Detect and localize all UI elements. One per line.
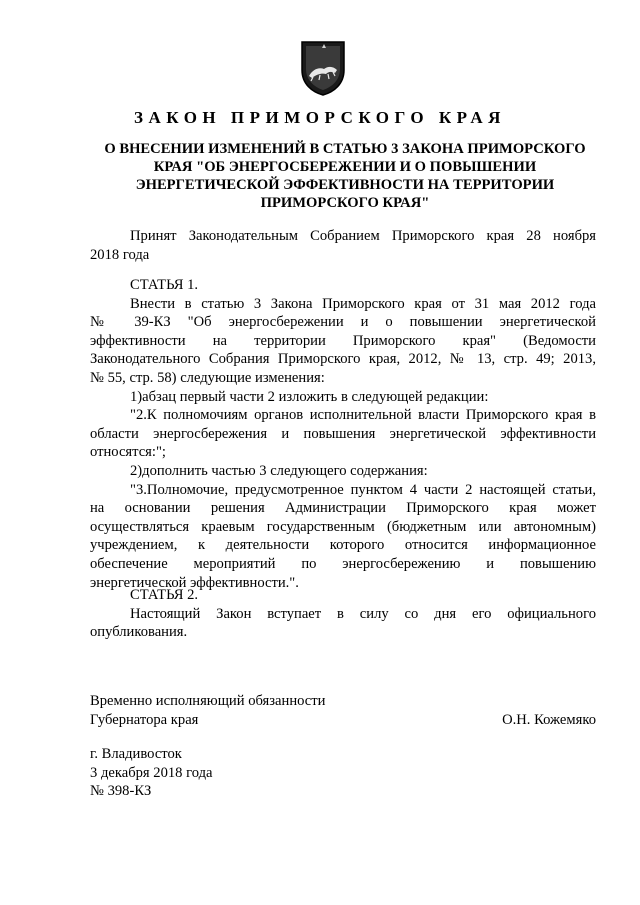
article-heading: СТАТЬЯ 2. (130, 587, 199, 603)
amendment-text-line: обеспечение мероприятий по энергосбережению и повышению (90, 555, 596, 572)
amendment-text-line: осуществляться краевым государственным (бюджетным или автономным) (90, 518, 596, 535)
amendment-item-2: 2)дополнить частью 3 следующего содержания: (130, 462, 428, 479)
article-text-line: № 55, стр. 58) следующие изменения: (90, 369, 325, 386)
subtitle-line: ПРИМОРСКОГО КРАЯ" (260, 195, 430, 211)
adopted-statement (90, 227, 596, 264)
subtitle-line: КРАЯ "ОБ ЭНЕРГОСБЕРЕЖЕНИИ И О ПОВЫШЕНИИ (153, 159, 537, 175)
signature-block (90, 692, 596, 729)
article-text-line: Внести в статью 3 Закона Приморского края от 31 мая 2012 года (130, 295, 596, 312)
law-subtitle (90, 140, 600, 212)
law-title: ЗАКОН ПРИМОРСКОГО КРАЯ (134, 108, 506, 127)
primorsky-krai-coat-of-arms-icon (300, 40, 346, 96)
article-text-line: опубликования. (90, 624, 188, 641)
signatory-position: Временно исполняющий обязанности (90, 693, 326, 709)
issue-city: г. Владивосток (90, 746, 182, 762)
issue-date: 3 декабря 2018 года (90, 764, 213, 781)
amendment-text-line: "3.Полномочие, предусмотренное пунктом 4 части 2 настоящей статьи, (130, 481, 596, 498)
article-heading: СТАТЬЯ 1. (130, 277, 199, 293)
signatory-name: О.Н. Кожемяко (502, 711, 596, 728)
amendment-text-line: на основании решения Администрации Приморского края может (90, 500, 596, 517)
amendment-text-line: относятся:"; (90, 444, 166, 461)
amendment-text-line: учреждением, к деятельности которого относится информационное (90, 537, 596, 554)
article-text-line: Законодательного Собрания Приморского края, 2012, № 13, стр. 49; 2013, (90, 351, 596, 368)
article-text-line: Настоящий Закон вступает в силу со дня его официального (130, 605, 596, 622)
article-2 (90, 586, 596, 642)
subtitle-line: ЭНЕРГЕТИЧЕСКОЙ ЭФФЕКТИВНОСТИ НА ТЕРРИТОРИИ (135, 177, 555, 193)
amendment-text-line: энергетической эффективности.". (90, 574, 299, 591)
subtitle-line: О ВНЕСЕНИИ ИЗМЕНЕНИЙ В СТАТЬЮ 3 ЗАКОНА ПРИМОРСКОГО (104, 141, 586, 157)
adopted-line: 2018 года (90, 246, 150, 263)
amendment-item-1: 1)абзац первый части 2 изложить в следующей редакции: (130, 388, 489, 405)
article-text-line: эффективности на территории Приморского края" (Ведомости (90, 332, 596, 349)
document-footer (90, 745, 596, 801)
law-number: № 398-КЗ (90, 783, 152, 800)
article-1 (90, 276, 596, 592)
amendment-text-line: "2.К полномочиям органов исполнительной власти Приморского края в (130, 407, 596, 424)
article-text-line: № 39-КЗ "Об энергосбережении и о повышении энергетической (90, 314, 596, 331)
amendment-text-line: области энергосбережения и повышения энергетической эффективности (90, 425, 596, 442)
adopted-line: Принят Законодательным Собранием Приморского края 28 ноября (130, 228, 596, 244)
signatory-position: Губернатора края (90, 711, 199, 728)
